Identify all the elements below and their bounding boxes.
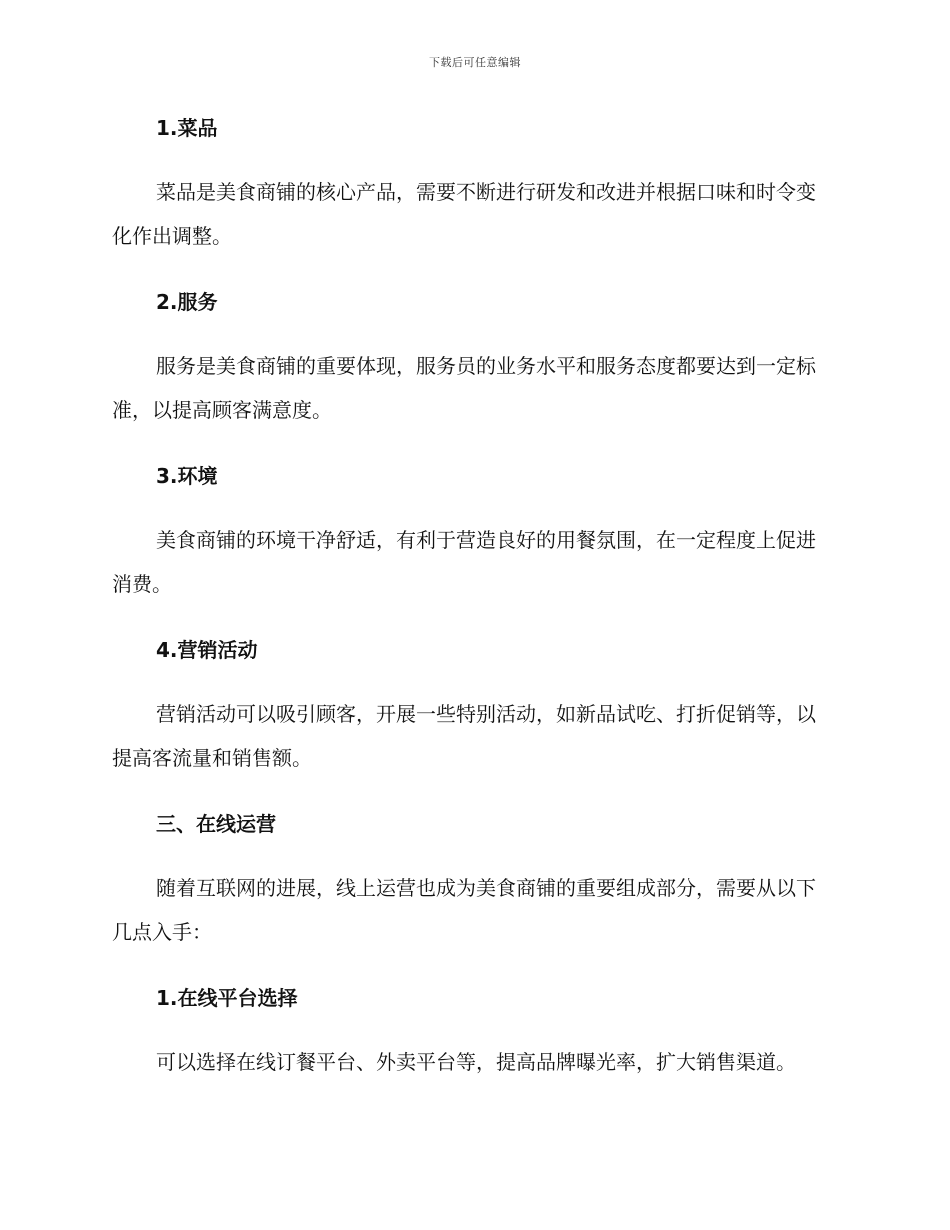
document-body [112,112,834,1084]
section-heading: 2.服务 [156,290,218,314]
section-heading: 3.环境 [156,464,218,488]
section-heading: 三、在线运营 [156,812,276,836]
section-paragraph: 美食商铺的环境干净舒适，有利于营造良好的用餐氛围，在一定程度上促进消费。 [112,528,816,596]
section-heading: 1.菜品 [156,116,218,140]
section-paragraph: 可以选择在线订餐平台、外卖平台等，提高品牌曝光率，扩大销售渠道。 [156,1050,796,1074]
section-paragraph: 菜品是美食商铺的核心产品，需要不断进行研发和改进并根据口味和时令变化作出调整。 [112,180,816,248]
section-service [112,286,834,460]
section-heading: 1.在线平台选择 [156,986,298,1010]
section-paragraph: 随着互联网的进展，线上运营也成为美食商铺的重要组成部分，需要从以下几点入手： [112,876,816,944]
section-online-operations [112,808,834,982]
page-header-note: 下载后可任意编辑 [429,56,521,69]
section-heading: 4.营销活动 [156,638,258,662]
section-paragraph: 服务是美食商铺的重要体现，服务员的业务水平和服务态度都要达到一定标准，以提高顾客满意度。 [112,354,816,422]
section-platform-choice [112,982,834,1084]
section-marketing [112,634,834,808]
section-dishes [112,112,834,286]
section-environment [112,460,834,634]
section-paragraph: 营销活动可以吸引顾客，开展一些特别活动，如新品试吃、打折促销等，以提高客流量和销售额。 [112,702,816,770]
